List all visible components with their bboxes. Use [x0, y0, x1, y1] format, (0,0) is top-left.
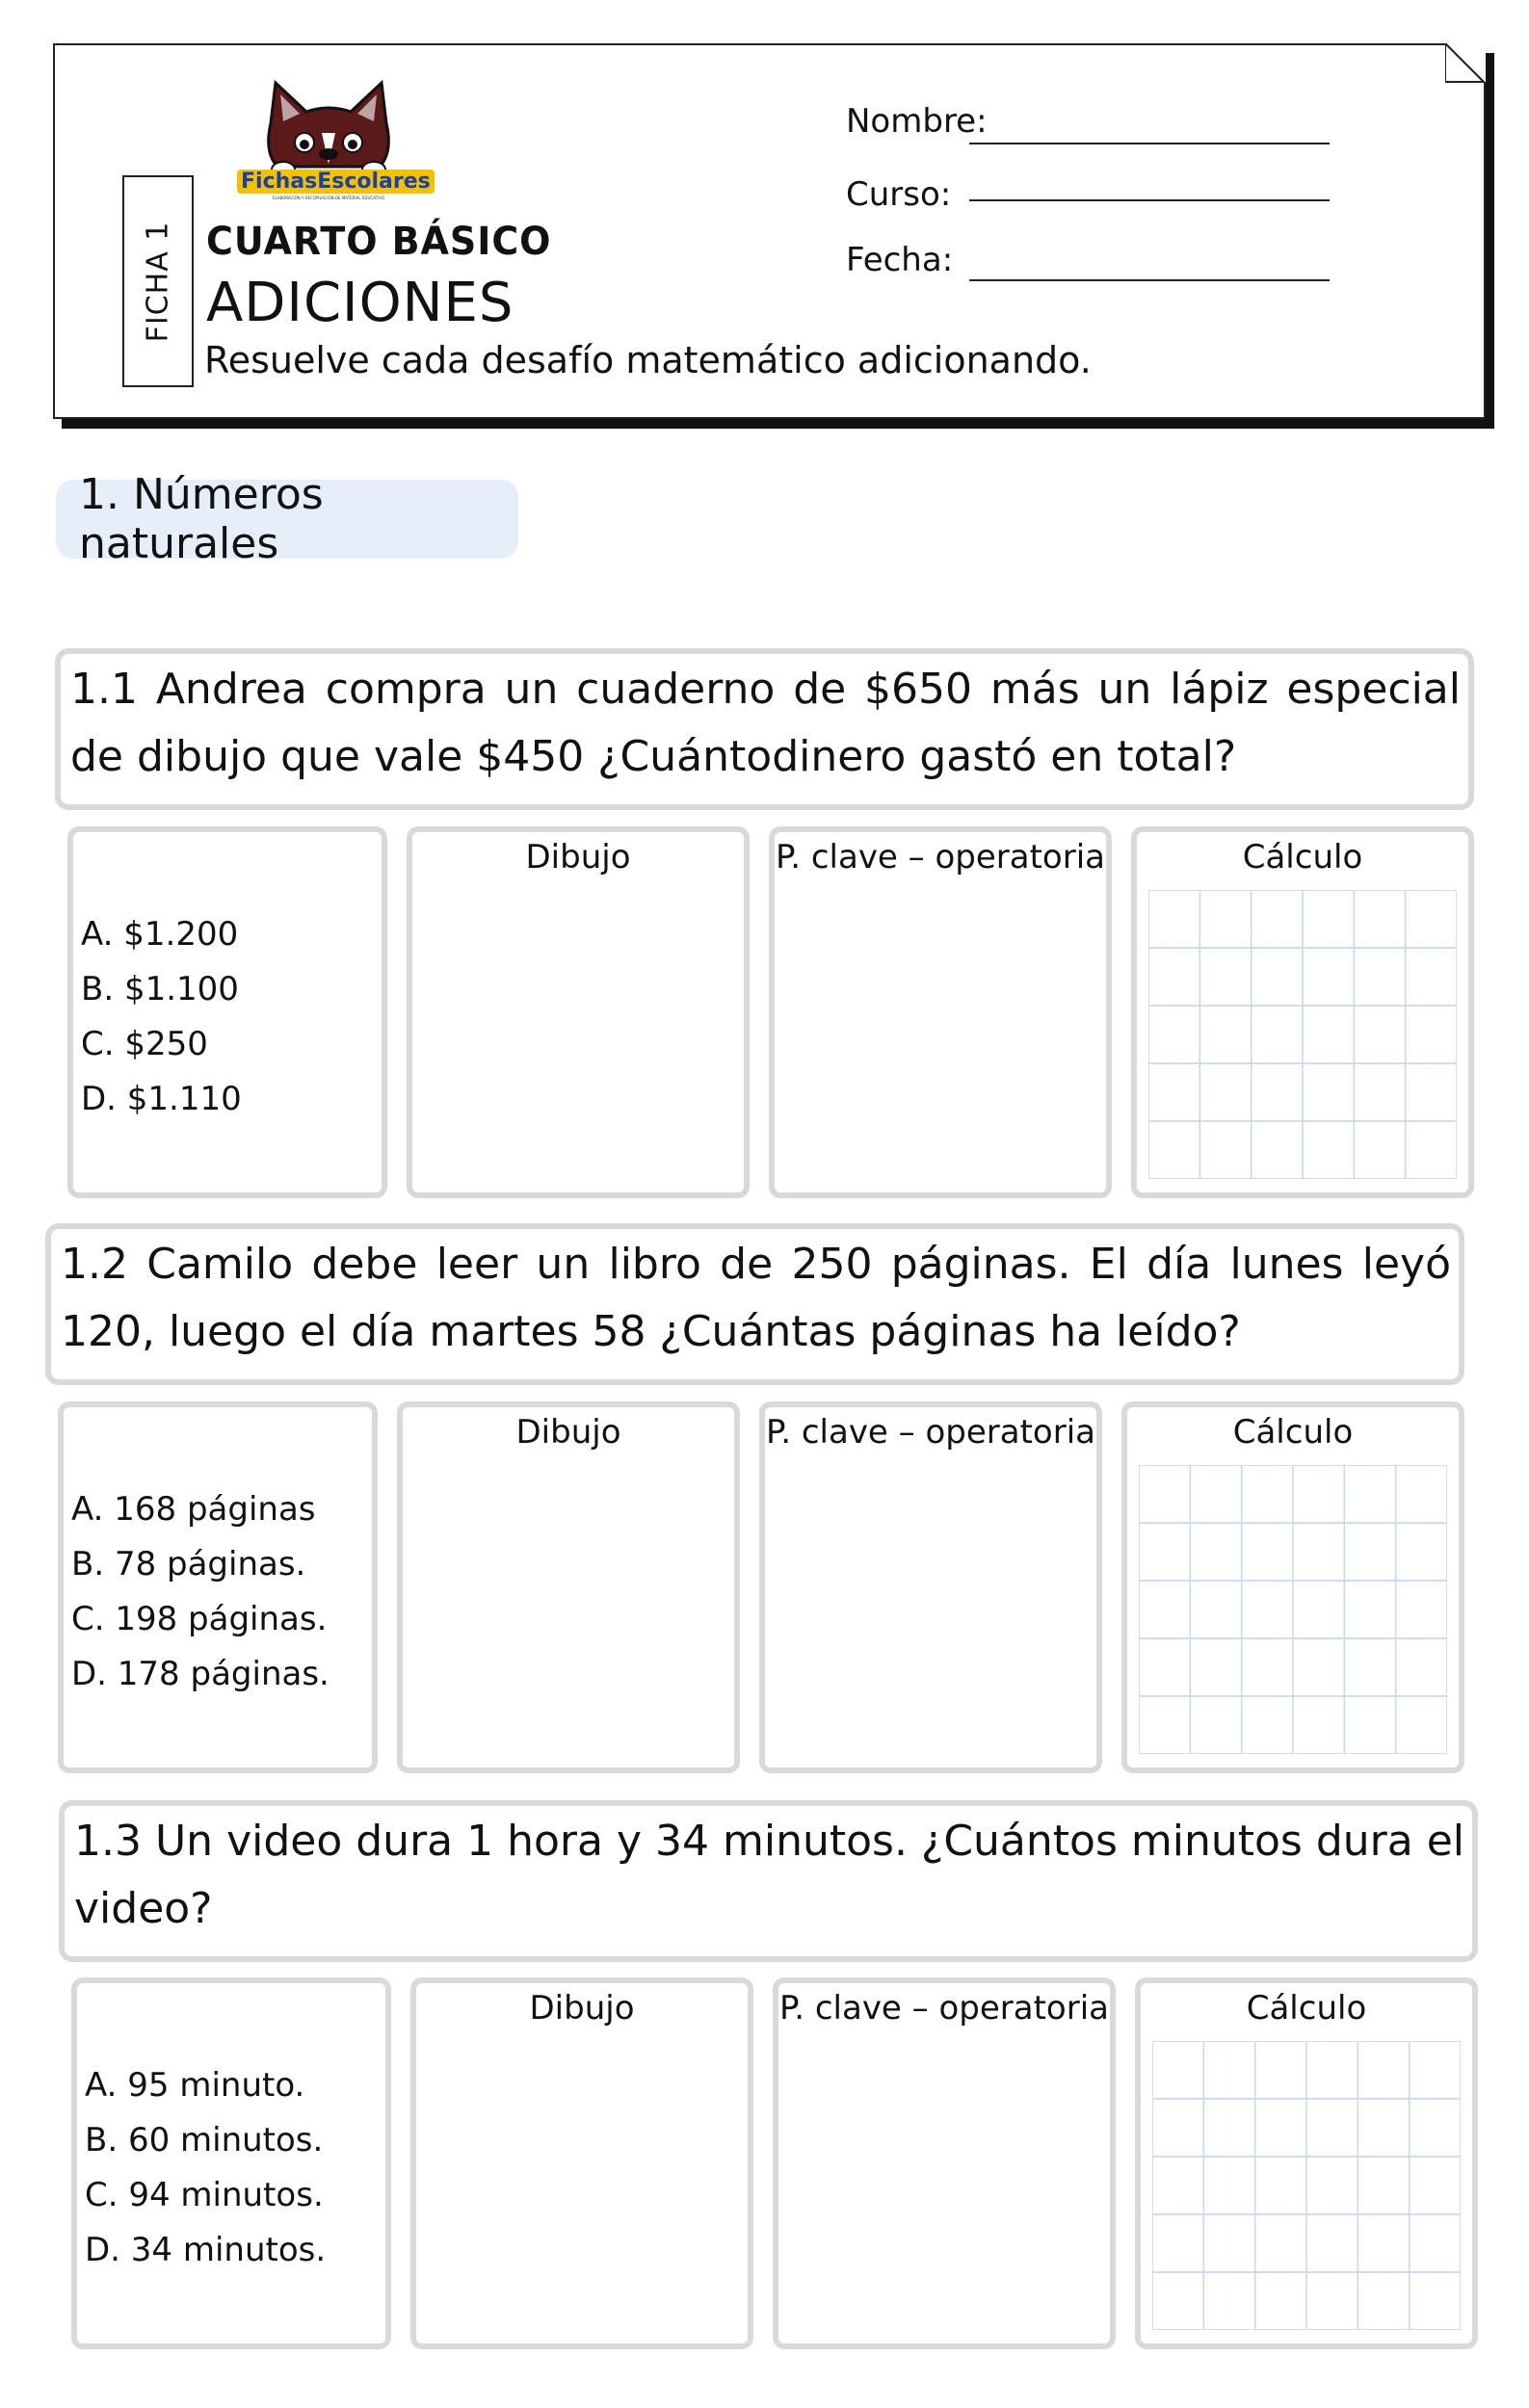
- option-c[interactable]: C. $250: [81, 1025, 208, 1063]
- drawing-box[interactable]: [410, 1977, 753, 2349]
- options-list: [85, 2058, 326, 2278]
- calc-title: Cálculo: [1246, 1989, 1367, 2028]
- calc-box[interactable]: [1121, 1401, 1464, 1773]
- drawing-box[interactable]: [397, 1401, 740, 1773]
- options-box: [71, 1977, 391, 2349]
- problem-statement: 1.1 Andrea compra un cuaderno de $650 más un lápiz especial de dibujo que vale $450 ¿Cuántodinero gastó en total?: [55, 648, 1474, 810]
- option-a[interactable]: A. 95 minuto.: [85, 2066, 305, 2105]
- option-b[interactable]: B. 60 minutos.: [85, 2121, 324, 2159]
- section-title: 1. Números naturales: [56, 480, 518, 559]
- date-field[interactable]: [969, 279, 1330, 281]
- ficha-label: FICHA 1: [141, 221, 175, 342]
- logo-subtext: ELABORACIÓN Y RECOPILACIÓN DE MATERIAL EDUCATIVO: [272, 196, 385, 200]
- logo: [237, 75, 431, 210]
- keyword-box[interactable]: [773, 1977, 1116, 2349]
- calc-title: Cálculo: [1242, 838, 1363, 877]
- options-list: [81, 907, 242, 1127]
- grade-label: CUARTO BÁSICO: [206, 220, 552, 264]
- drawing-title: Dibujo: [529, 1989, 635, 2028]
- option-d[interactable]: D. 178 páginas.: [71, 1655, 330, 1693]
- grid-lines: [1152, 2041, 1461, 2330]
- ficha-label-box: [122, 175, 194, 387]
- option-d[interactable]: D. 34 minutos.: [85, 2231, 327, 2269]
- calc-grid[interactable]: [1152, 2041, 1461, 2330]
- option-b[interactable]: B. $1.100: [81, 970, 239, 1008]
- name-label: Nombre:: [846, 102, 988, 141]
- options-box: [58, 1401, 378, 1773]
- problem-statement: 1.3 Un video dura 1 hora y 34 minutos. ¿Cuántos minutos dura el video?: [59, 1800, 1478, 1962]
- logo-wordmark: [237, 170, 431, 201]
- option-b[interactable]: B. 78 páginas.: [71, 1545, 306, 1584]
- problem-statement: 1.2 Camilo debe leer un libro de 250 páginas. El día lunes leyó 120, luego el día martes 58 ¿Cuántas páginas ha leído?: [45, 1223, 1464, 1385]
- date-label: Fecha:: [846, 241, 954, 279]
- option-a[interactable]: A. 168 páginas: [71, 1490, 316, 1529]
- options-box: [67, 826, 387, 1198]
- page-title: ADICIONES: [206, 272, 514, 334]
- calc-box[interactable]: [1131, 826, 1474, 1198]
- drawing-title: Dibujo: [525, 838, 631, 877]
- name-field[interactable]: [969, 143, 1330, 144]
- instructions: Resuelve cada desafío matemático adicionando.: [204, 339, 1092, 381]
- option-a[interactable]: A. $1.200: [81, 915, 239, 954]
- options-list: [71, 1482, 330, 1702]
- keyword-box[interactable]: [759, 1401, 1102, 1773]
- keyword-title: P. clave – operatoria: [766, 1413, 1095, 1452]
- logo-text: FichasEscolares: [237, 170, 435, 194]
- option-d[interactable]: D. $1.110: [81, 1080, 242, 1118]
- keyword-box[interactable]: [769, 826, 1112, 1198]
- calc-grid[interactable]: [1139, 1465, 1447, 1754]
- grid-lines: [1139, 1465, 1447, 1754]
- course-label: Curso:: [846, 175, 952, 214]
- keyword-title: P. clave – operatoria: [776, 838, 1105, 877]
- calc-grid[interactable]: [1148, 890, 1457, 1179]
- course-field[interactable]: [969, 199, 1330, 201]
- calc-title: Cálculo: [1232, 1413, 1354, 1452]
- keyword-title: P. clave – operatoria: [779, 1989, 1109, 2028]
- grid-lines: [1148, 890, 1457, 1179]
- drawing-box[interactable]: [407, 826, 750, 1198]
- calc-box[interactable]: [1135, 1977, 1478, 2349]
- option-c[interactable]: C. 198 páginas.: [71, 1600, 328, 1638]
- page-fold-icon: [1445, 43, 1486, 84]
- option-c[interactable]: C. 94 minutos.: [85, 2176, 324, 2214]
- drawing-title: Dibujo: [515, 1413, 621, 1452]
